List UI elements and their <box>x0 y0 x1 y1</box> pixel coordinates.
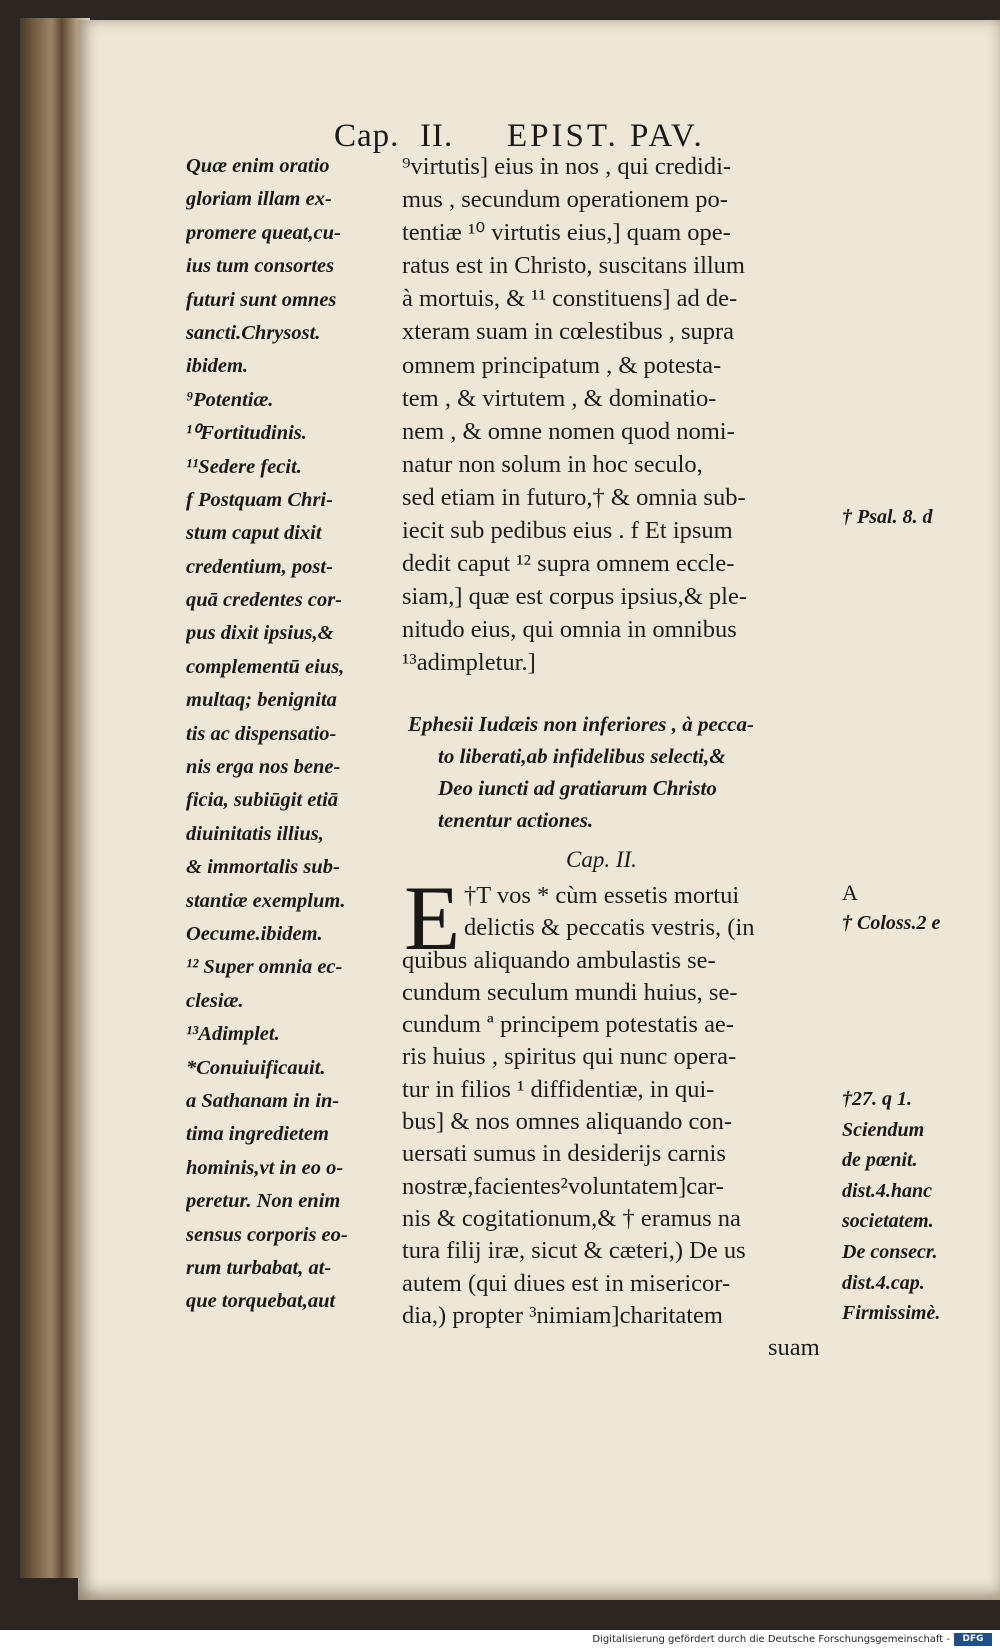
text-line: quibus aliquando ambulastis se- <box>402 946 716 974</box>
main-text-block <box>402 150 840 680</box>
text-line: uersati sumus in desiderijs carnis <box>402 1140 726 1168</box>
gloss-line: ¹¹Sedere fecit. <box>186 455 302 478</box>
chapter-body-text <box>402 880 842 1364</box>
gloss-line: ¹⁰Fortitudinis. <box>186 422 307 445</box>
marginal-gloss-left <box>186 150 398 1319</box>
gloss-line: gloriam illam ex- <box>186 188 332 211</box>
text-line: tur in filios ¹ diffidentiæ, in qui- <box>402 1075 715 1103</box>
gloss-line: diuinitatis illius, <box>186 822 324 845</box>
gloss-line: peretur. Non enim <box>186 1190 341 1213</box>
margin-ref-line: †27. q 1. <box>842 1088 912 1110</box>
gloss-line: quā credentes cor- <box>186 589 343 612</box>
text-line: sed etiam in futuro,† & omnia sub- <box>402 483 746 511</box>
text-line: ratus est in Christo, suscitans illum <box>402 252 745 280</box>
gloss-line: ficia, subiūgit etiā <box>186 789 339 812</box>
footer-credit: Digitalisierung gefördert durch die Deutsche Forschungsgemeinschaft - <box>592 1634 950 1645</box>
text-line: tentiæ ¹⁰ virtutis eius,] quam ope- <box>402 219 731 247</box>
text-line: nem , & omne nomen quod nomi- <box>402 417 735 445</box>
text-line: dedit caput ¹² supra omnem eccle- <box>402 550 735 578</box>
gloss-line: a Sathanam in in- <box>186 1089 340 1112</box>
gloss-line: tima ingredietem <box>186 1123 329 1146</box>
gloss-line: promere queat,cu- <box>186 221 341 244</box>
gloss-line: sancti.Chrysost. <box>186 321 321 344</box>
gloss-line: tis ac dispensatio- <box>186 722 337 745</box>
gloss-line: Quæ enim oratio <box>186 155 330 177</box>
text-line: xteram suam in cœlestibus , supra <box>402 318 735 346</box>
gloss-line: ius tum consortes <box>186 255 335 278</box>
argument-line: to liberati,ab infidelibus selecti,& <box>438 744 726 768</box>
gloss-line: pus dixit ipsius,& <box>186 622 334 645</box>
gloss-line: complementū eius, <box>186 655 345 678</box>
margin-ref-line: Sciendum <box>842 1118 925 1141</box>
text-line: nis & cogitationum,& † eramus na <box>402 1204 741 1232</box>
gloss-line: que torquebat,aut <box>186 1290 336 1313</box>
margin-marker-a: A <box>842 880 858 905</box>
running-head-title: EPIST. PAV. <box>507 118 705 154</box>
text-line: iecit sub pedibus eius . f Et ipsum <box>402 517 733 545</box>
gloss-line: futuri sunt omnes <box>186 288 337 311</box>
argument-line: tenentur actiones. <box>438 808 594 832</box>
gloss-line: sensus corporis eo- <box>186 1223 348 1246</box>
margin-canon-refs <box>842 1084 940 1329</box>
text-line: cundum seculum mundi huius, se- <box>402 978 738 1006</box>
gloss-line: stum caput dixit <box>186 522 322 545</box>
text-line: tura filij iræ, sicut & cæteri,) De us <box>402 1237 746 1265</box>
gloss-line: nis erga nos bene- <box>186 756 341 779</box>
margin-ref-line: dist.4.cap. <box>842 1271 925 1294</box>
gloss-line: & immortalis sub- <box>186 856 340 879</box>
gloss-line: ¹³Adimplet. <box>186 1023 280 1046</box>
gloss-line: f Postquam Chri- <box>186 488 333 511</box>
margin-ref-line: De consecr. <box>842 1240 938 1263</box>
text-line: autem (qui diues est in misericor- <box>402 1269 731 1297</box>
gloss-line: ⁹Potentiæ. <box>186 388 274 411</box>
gloss-line: hominis,vt in eo o- <box>186 1156 344 1179</box>
dfg-logo: DFG <box>954 1633 992 1646</box>
text-line: ris huius , spiritus qui nunc opera- <box>402 1043 737 1071</box>
text-line: bus] & nos omnes aliquando con- <box>402 1108 733 1136</box>
text-line: à mortuis, & ¹¹ constituens] ad de- <box>402 285 738 313</box>
running-head-chapter: Cap. <box>334 118 400 154</box>
text-line: natur non solum in hoc seculo, <box>402 450 703 478</box>
margin-ref-psalm: † Psal. 8. d <box>842 506 933 528</box>
gloss-line: multaq; benignita <box>186 689 337 712</box>
drop-cap: E <box>404 867 461 969</box>
margin-ref-line: dist.4.hanc <box>842 1179 933 1202</box>
chapter-argument <box>408 708 838 836</box>
text-line: tem , & virtutem , & dominatio- <box>402 384 717 412</box>
gloss-line: ¹² Super omnia ec- <box>186 956 343 979</box>
margin-ref-coloss: † Coloss.2 e <box>842 912 941 934</box>
gloss-line: ibidem. <box>186 355 249 378</box>
text-line: mus , secundum operationem po- <box>402 186 728 214</box>
text-line: nostræ,facientes²voluntatem]car- <box>402 1172 724 1200</box>
text-line: ¹³adimpletur.] <box>402 649 536 677</box>
gloss-line: stantiæ exemplum. <box>186 889 346 912</box>
gloss-line: clesiæ. <box>186 989 244 1012</box>
text-line: delictis & peccatis vestris, (in <box>464 914 755 942</box>
gloss-line: *Conuiuificauit. <box>186 1056 326 1079</box>
text-line: omnem principatum , & potesta- <box>402 351 722 379</box>
chapter-heading: Cap. II. <box>566 847 637 872</box>
text-line: ⁹virtutis] eius in nos , qui credidi- <box>402 153 732 180</box>
text-line: †T vos * cùm essetis mortui <box>464 882 740 909</box>
text-line: nitudo eius, qui omnia in omnibus <box>402 616 737 644</box>
gloss-line: rum turbabat, at- <box>186 1256 332 1279</box>
text-line: siam,] quæ est corpus ipsius,& ple- <box>402 583 748 611</box>
text-line: suam <box>768 1334 820 1362</box>
margin-ref-line: Firmissimè. <box>842 1302 941 1325</box>
argument-line: Deo iuncti ad gratiarum Christo <box>438 776 717 800</box>
text-line: dia,) propter ³nimiam]charitatem <box>402 1301 723 1329</box>
gloss-line: Oecume.ibidem. <box>186 922 323 945</box>
text-line: cundum ª principem potestatis ae- <box>402 1011 734 1039</box>
margin-ref-line: societatem. <box>842 1210 934 1233</box>
margin-ref-line: de pœnit. <box>842 1149 918 1172</box>
argument-line: Ephesii Iudæis non inferiores , à pecca- <box>408 712 754 736</box>
running-head-number: II. <box>420 118 454 154</box>
gloss-line: credentium, post- <box>186 555 333 578</box>
